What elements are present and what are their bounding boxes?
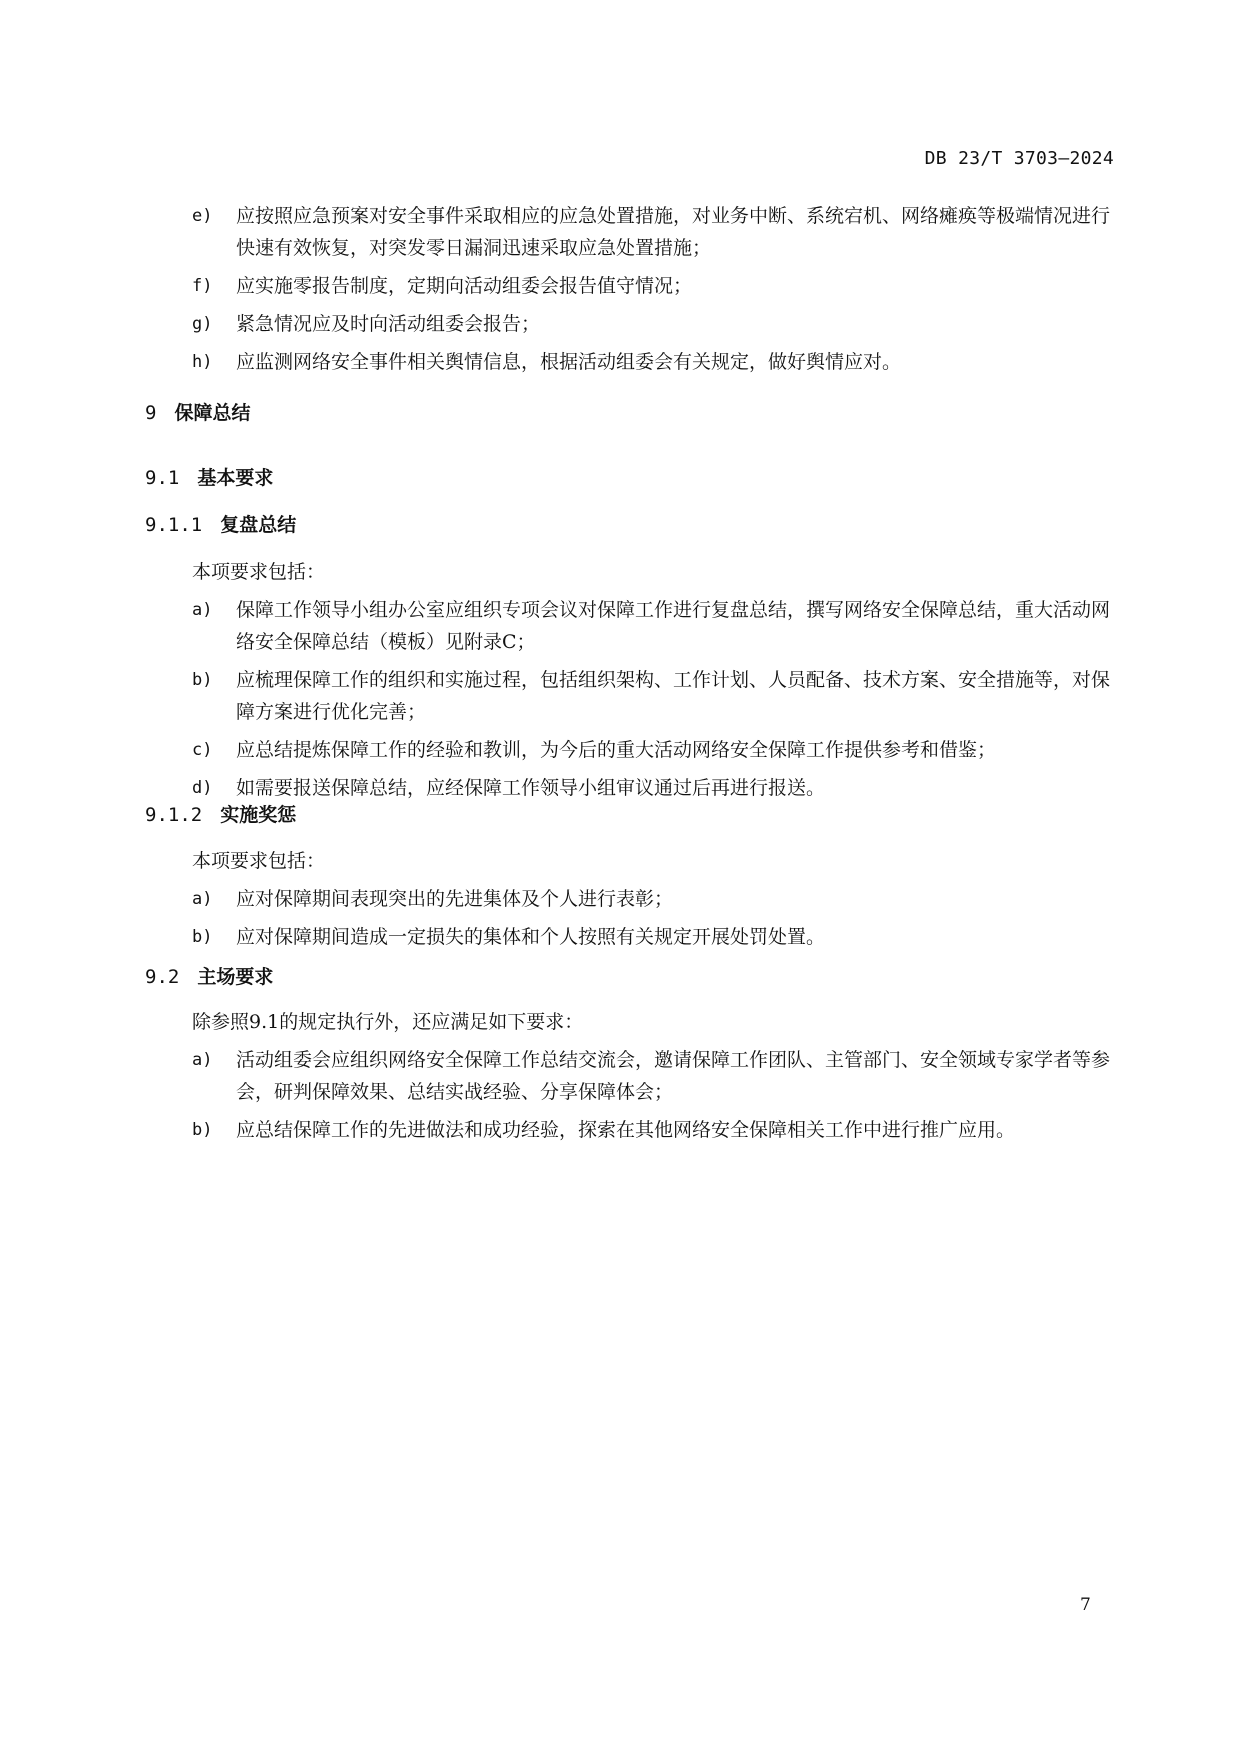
section-9-1-2-body bbox=[0, 845, 1240, 959]
section-intro: 除参照9.1的规定执行外，还应满足如下要求： bbox=[192, 1011, 584, 1033]
item-label: d) bbox=[192, 778, 213, 798]
item-label: g) bbox=[192, 314, 213, 334]
section-heading-9-1-1 bbox=[145, 510, 296, 537]
item-label: h) bbox=[192, 352, 213, 372]
item-label: a) bbox=[192, 600, 213, 620]
list-item bbox=[0, 200, 1240, 264]
section-9-1-1-body bbox=[0, 556, 1240, 810]
item-text: 如需要报送保障总结，应经保障工作领导小组审议通过后再进行报送。 bbox=[236, 777, 826, 799]
list-item bbox=[0, 308, 1240, 340]
item-text: 应总结提炼保障工作的经验和教训，为今后的重大活动网络安全保障工作提供参考和借鉴； bbox=[236, 739, 997, 761]
section-number: 9.1.2 bbox=[145, 804, 203, 826]
list-item bbox=[0, 1044, 1240, 1108]
document-id: DB 23/T 3703—2024 bbox=[924, 148, 1114, 169]
list-item bbox=[0, 883, 1240, 915]
list-item bbox=[0, 1114, 1240, 1146]
item-label: e) bbox=[192, 206, 213, 226]
section-heading-9-1-2 bbox=[145, 800, 296, 827]
item-text: 应总结保障工作的先进做法和成功经验，探索在其他网络安全保障相关工作中进行推广应用。 bbox=[236, 1119, 1016, 1141]
section-number: 9.1.1 bbox=[145, 514, 203, 536]
section-title: 保障总结 bbox=[174, 402, 251, 424]
item-text: 应对保障期间造成一定损失的集体和个人按照有关规定开展处罚处置。 bbox=[236, 926, 826, 948]
list-item bbox=[0, 734, 1240, 766]
section-heading-9 bbox=[145, 398, 250, 425]
section-title: 基本要求 bbox=[197, 467, 274, 489]
section-heading-9-1 bbox=[145, 463, 273, 490]
list-item bbox=[0, 270, 1240, 302]
item-label: a) bbox=[192, 889, 213, 909]
section-title: 实施奖惩 bbox=[220, 804, 297, 826]
section-title: 主场要求 bbox=[197, 966, 274, 988]
item-text: 紧急情况应及时向活动组委会报告； bbox=[236, 313, 541, 335]
section-heading-9-2 bbox=[145, 962, 273, 989]
item-text: 应梳理保障工作的组织和实施过程，包括组织架构、工作计划、人员配备、技术方案、安全措施等，对保障方案进行优化完善； bbox=[236, 669, 1111, 723]
list-item bbox=[0, 664, 1240, 728]
item-text: 应监测网络安全事件相关舆情信息，根据活动组委会有关规定，做好舆情应对。 bbox=[236, 351, 902, 373]
item-label: b) bbox=[192, 670, 213, 690]
item-label: c) bbox=[192, 740, 213, 760]
item-label: a) bbox=[192, 1050, 213, 1070]
item-text: 应实施零报告制度，定期向活动组委会报告值守情况； bbox=[236, 275, 693, 297]
item-label: b) bbox=[192, 1120, 213, 1140]
list-item bbox=[0, 594, 1240, 658]
section-intro: 本项要求包括： bbox=[192, 561, 326, 583]
item-text: 应按照应急预案对安全事件采取相应的应急处置措施，对业务中断、系统宕机、网络瘫痪等极端情况进行快速有效恢复，对突发零日漏洞迅速采取应急处置措施； bbox=[236, 205, 1111, 259]
section-number: 9.2 bbox=[145, 966, 180, 988]
item-text: 应对保障期间表现突出的先进集体及个人进行表彰； bbox=[236, 888, 674, 910]
item-text: 活动组委会应组织网络安全保障工作总结交流会，邀请保障工作团队、主管部门、安全领域专家学者等参会，研判保障效果、总结实战经验、分享保障体会； bbox=[236, 1049, 1111, 1103]
section-number: 9 bbox=[145, 402, 157, 424]
list-item bbox=[0, 921, 1240, 953]
list-item bbox=[0, 346, 1240, 378]
item-text: 保障工作领导小组办公室应组织专项会议对保障工作进行复盘总结，撰写网络安全保障总结，重大活动网络安全保障总结（模板）见附录C； bbox=[236, 599, 1111, 653]
section-title: 复盘总结 bbox=[220, 514, 297, 536]
item-label: b) bbox=[192, 927, 213, 947]
item-label: f) bbox=[192, 276, 213, 296]
section-intro: 本项要求包括： bbox=[192, 850, 326, 872]
list-top bbox=[0, 200, 1240, 384]
section-number: 9.1 bbox=[145, 467, 180, 489]
page-number: 7 bbox=[1080, 1595, 1091, 1615]
section-9-2-body bbox=[0, 1006, 1240, 1152]
